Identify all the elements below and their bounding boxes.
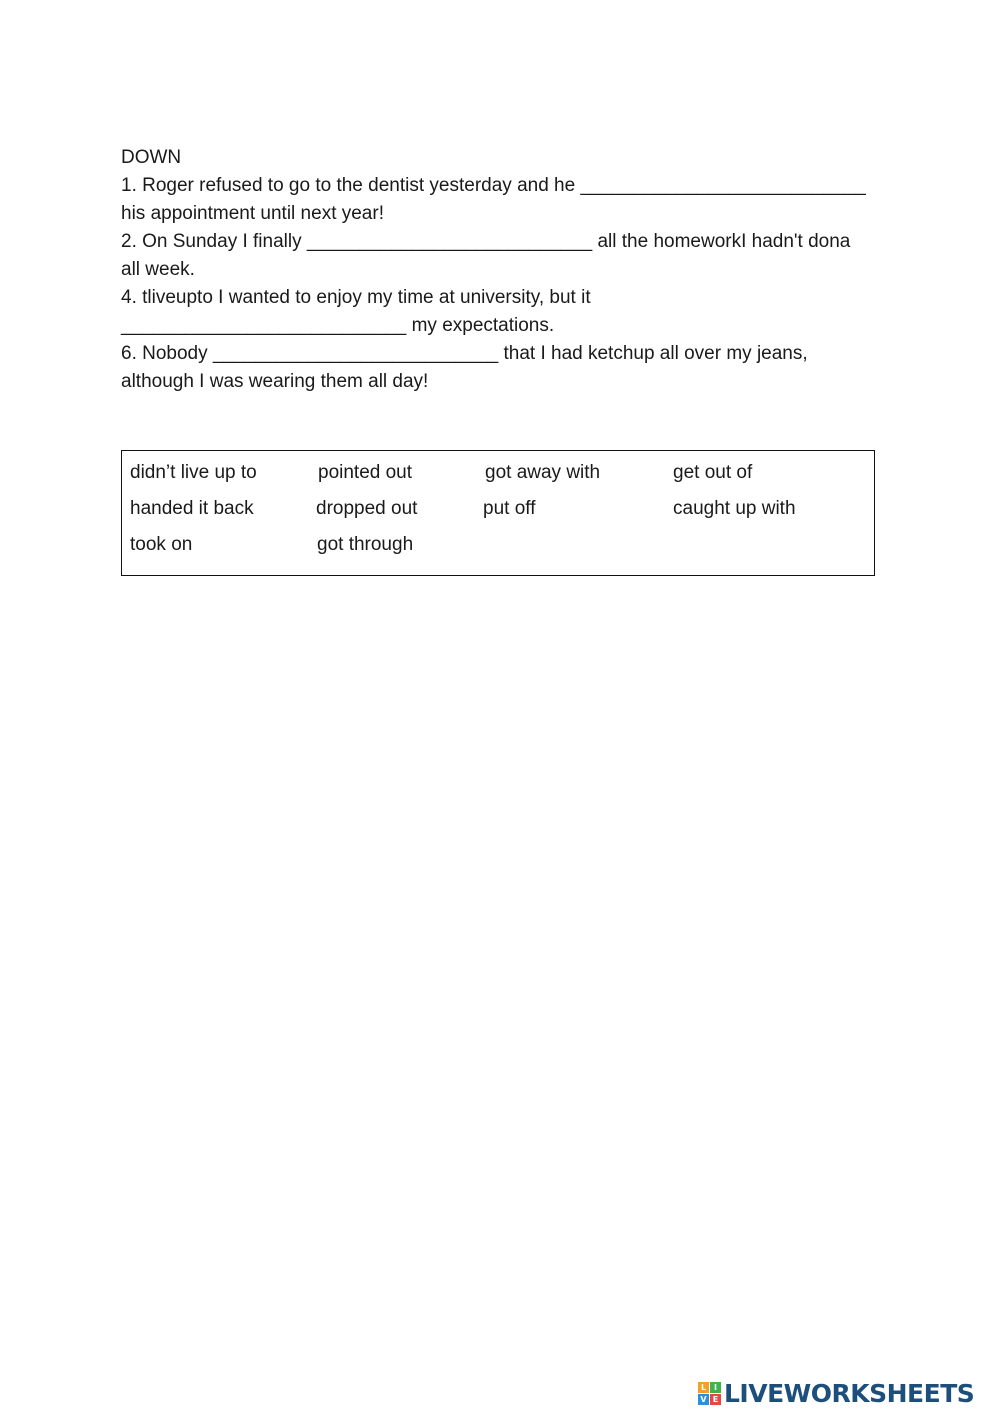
logo-mark-tile: V <box>698 1394 709 1405</box>
word-bank-item: get out of <box>673 462 753 483</box>
word-bank-item: pointed out <box>318 462 413 483</box>
sentence-line: 4. tliveupto I wanted to enjoy my time at university, but it <box>121 287 591 308</box>
exercise-text <box>121 144 891 396</box>
word-bank-item: put off <box>483 498 536 519</box>
sentence-line: 1. Roger refused to go to the dentist yesterday and he ___________________________ <box>121 175 866 196</box>
word-bank-item: took on <box>130 534 193 555</box>
word-bank-item: caught up with <box>673 498 796 519</box>
word-bank-item: got through <box>317 534 414 555</box>
sentence-line: 2. On Sunday I finally ___________________________ all the homeworkI hadn't dona <box>121 231 851 252</box>
logo-wordmark: LIVEWORKSHEETS <box>724 1378 975 1408</box>
word-bank-item: didn’t live up to <box>130 462 257 483</box>
sentence-line: although I was wearing them all day! <box>121 371 429 392</box>
section-heading: DOWN <box>121 147 182 168</box>
logo-mark-tile: I <box>710 1382 721 1393</box>
word-bank-item: dropped out <box>316 498 418 519</box>
logo-mark-tile: E <box>710 1394 721 1405</box>
logo-mark-icon <box>698 1382 721 1405</box>
sentence-line: his appointment until next year! <box>121 203 384 224</box>
word-bank-box <box>121 450 875 576</box>
sentence-line: 6. Nobody ___________________________ that I had ketchup all over my jeans, <box>121 343 808 364</box>
word-bank-item: handed it back <box>130 498 254 519</box>
logo-mark-tile: L <box>698 1382 709 1393</box>
sentence-line: all week. <box>121 259 195 280</box>
word-bank-item: got away with <box>485 462 601 483</box>
sentence-line: ___________________________ my expectations. <box>121 315 555 336</box>
liveworksheets-logo <box>698 1377 974 1409</box>
